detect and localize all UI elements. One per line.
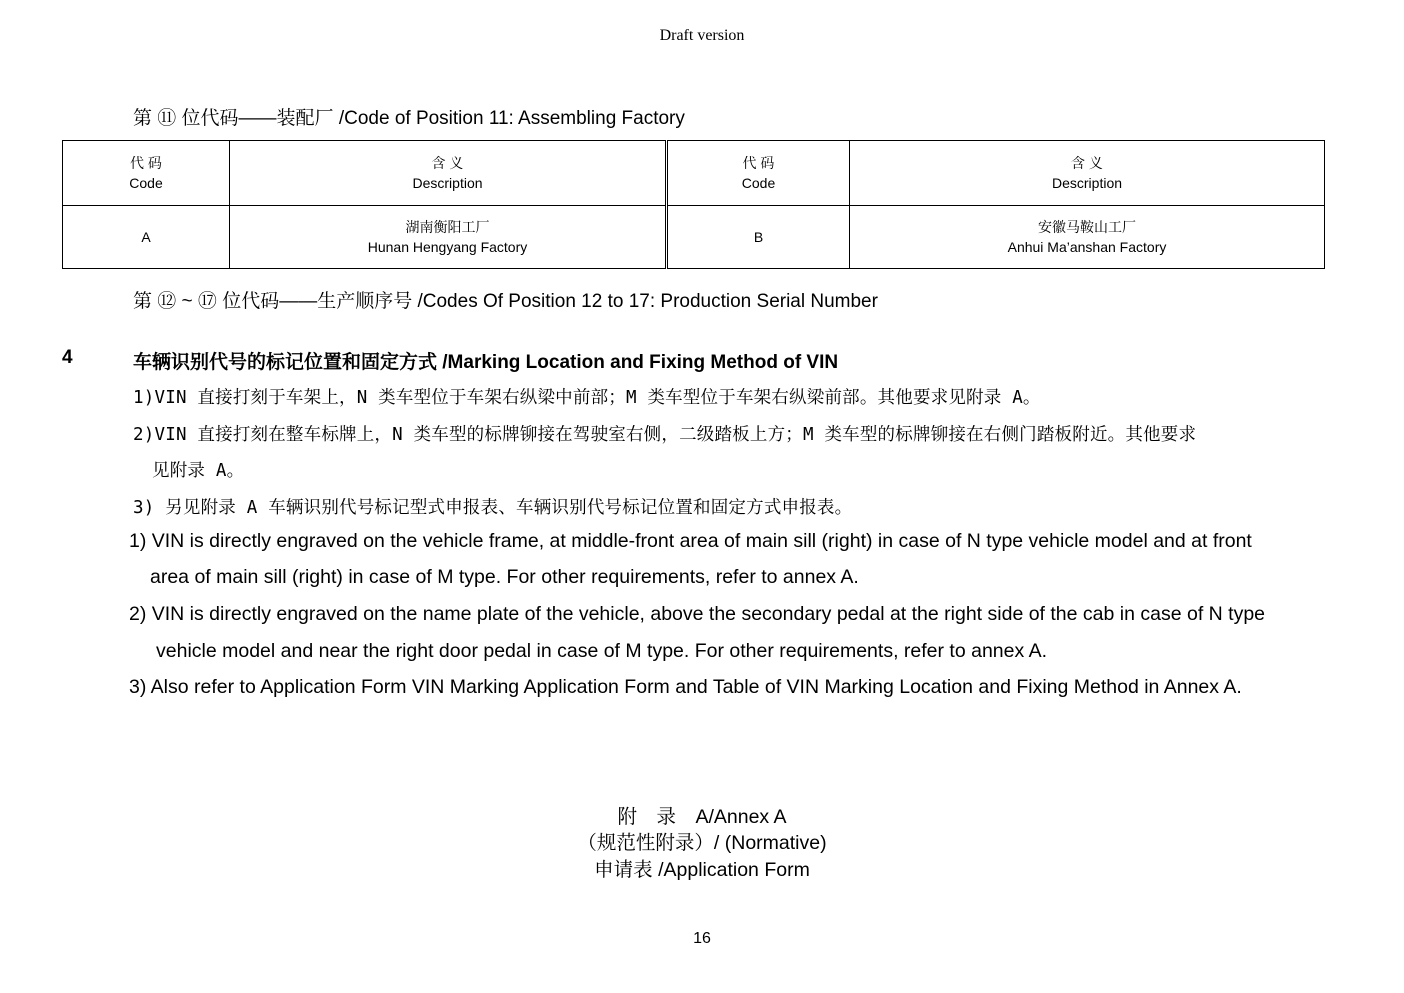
header-description-en-2: Description	[1051, 175, 1123, 191]
table-row	[63, 206, 1325, 269]
annex-title: 附 录 A/Annex A	[617, 806, 787, 828]
header-description-en: Description	[412, 175, 483, 191]
assembling-factory-table	[62, 140, 1325, 269]
en-item-2: 2) VIN is directly engraved on the name plate of the vehicle, above the secondary pedal at the right side of the cab in case of N type	[129, 603, 1266, 625]
header-code-en: Code	[129, 175, 163, 191]
annex-subtitle: （规范性附录）/ (Normative)	[577, 832, 827, 854]
description-en-2: Anhui Ma’anshan Factory	[1007, 239, 1167, 255]
description-cell	[230, 206, 667, 269]
cn-item-3: 3) 另见附录 A 车辆识别代号标记型式申报表、车辆识别代号标记位置和固定方式申报表。	[133, 498, 853, 518]
header-description-cn-2: 含 义	[1071, 155, 1103, 171]
description-cell-2	[850, 206, 1325, 269]
header-code-cn: 代 码	[130, 155, 162, 171]
code-cell: A	[63, 206, 230, 269]
section-number: 4	[62, 347, 73, 368]
header-code-cn-2: 代 码	[742, 155, 775, 171]
code-cell-2: B	[667, 206, 850, 269]
header-code-en-2: Code	[741, 175, 776, 191]
page-number: 16	[693, 930, 711, 947]
en-item-3: 3) Also refer to Application Form VIN Marking Application Form and Table of VIN Marking Location and Fixing Method in Annex A.	[129, 676, 1242, 698]
description-en: Hunan Hengyang Factory	[367, 239, 528, 255]
en-item-1: 1) VIN is directly engraved on the vehicle frame, at middle-front area of main sill (right) in case of N type vehicle model and at front	[129, 530, 1252, 552]
header-description-cn: 含 义	[431, 155, 464, 171]
table-header-row	[63, 141, 1325, 206]
en-item-1-cont: area of main sill (right) in case of M type. For other requirements, refer to annex A.	[150, 566, 859, 588]
position-12-17-heading: 第 ⑫ ~ ⑰ 位代码——生产顺序号 /Codes Of Position 12 to 17: Production Serial Number	[133, 291, 878, 312]
annex-form-title: 申请表 /Application Form	[594, 859, 810, 881]
header-code-cell-2	[667, 141, 850, 206]
description-cn: 湖南衡阳工厂	[405, 219, 490, 235]
cn-item-2-cont: 见附录 A。	[152, 461, 245, 481]
cn-item-2: 2)VIN 直接打刻在整车标牌上，N 类车型的标牌铆接在驾驶室右侧，二级踏板上方；M 类车型的标牌铆接在右侧门踏板附近。其他要求	[133, 425, 1197, 445]
position-11-heading: 第 ⑪ 位代码——装配厂 /Code of Position 11: Assembling Factory	[133, 108, 685, 129]
header-code-cell	[63, 141, 230, 206]
cn-item-1: 1)VIN 直接打刻于车架上，N 类车型位于车架右纵梁中前部；M 类车型位于车架右纵梁前部。其他要求见附录 A。	[133, 388, 1041, 408]
header-description-cell-2	[850, 141, 1325, 206]
header-description-cell	[230, 141, 667, 206]
en-item-2-cont: vehicle model and near the right door pedal in case of M type. For other requirements, refer to annex A.	[156, 640, 1047, 662]
section-title: 车辆识别代号的标记位置和固定方式 /Marking Location and Fixing Method of VIN	[133, 352, 839, 373]
page-header: Draft version	[659, 27, 745, 44]
description-cn-2: 安徽马鞍山工厂	[1038, 219, 1136, 235]
